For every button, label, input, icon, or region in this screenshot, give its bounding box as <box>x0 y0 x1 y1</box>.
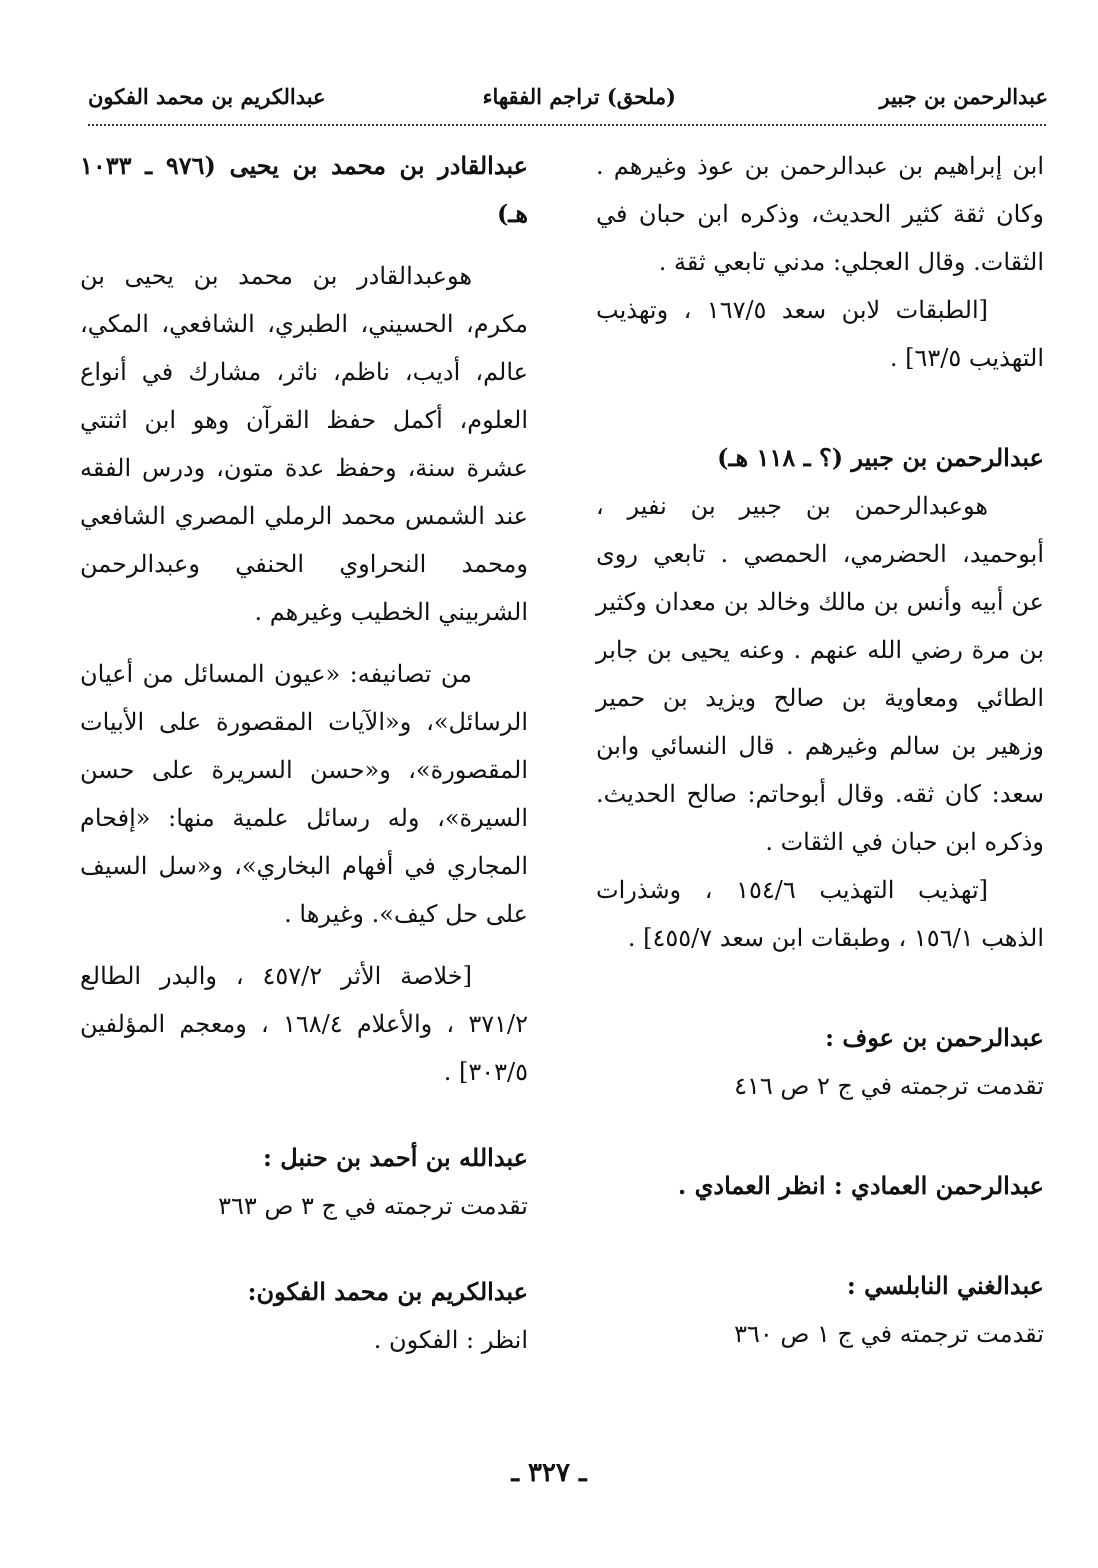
entry-title-awf: عبدالرحمن بن عوف : <box>825 1023 1044 1052</box>
entry-crossref-awf: تقدمت ترجمته في ج ٢ ص ٤١٦ <box>734 1072 1044 1100</box>
entry-title-fakkun: عبدالكريم بن محمد الفكون: <box>247 1277 528 1306</box>
entry-crossref-abdullah: تقدمت ترجمته في ج ٣ ص ٣٦٣ <box>218 1192 528 1220</box>
header-left-title: عبدالكريم بن محمد الفكون <box>88 84 326 109</box>
entry-crossref-imadi: عبدالرحمن العمادي : انظر العمادي . <box>677 1171 1044 1200</box>
entry-title-abdullah: عبدالله بن أحمد بن حنبل : <box>263 1143 528 1172</box>
page-number: ـ ٣٢٧ ـ <box>511 1458 587 1488</box>
entry-title-abdulqadir: عبدالقادر بن محمد بن يحيى (٩٧٦ ـ ١٠٣٣ هـ) <box>80 151 528 228</box>
entry-references-abdulqadir: [خلاصة الأثر ٤٥٧/٢ ، والبدر الطالع ٣٧١/٢ ، والأعلام ١٦٨/٤ ، ومعجم المؤلفين ٣٠٣/٥] . <box>80 962 529 1086</box>
entry-body-jubayr: هوعبدالرحمن بن جبير بن نفير ، أبوحميد، الحضرمي، الحمصي . تابعي روى عن أبيه وأنس بن مالك وخالد بن معدان وكثير بن مرة رضي الله عنهم . وعنه يحيى بن جابر الطائي ومعاوية بن صالح ويزيد بن حمير وزهير بن سالم وغيرهم . قال النسائي وابن سعد: كان ثقه. وقال أبوحاتم: صالح الحديث. وذكره ابن حبان في الثقات . <box>596 492 1044 856</box>
header-dotted-rule <box>88 124 1046 126</box>
entry-title-jubayr: عبدالرحمن بن جبير (؟ ـ ١١٨ هـ) <box>717 443 1044 472</box>
entry-continuation-references: [الطبقات لابن سعد ١٦٧/٥ ، وتهذيب التهذيب ٦٣/٥] . <box>596 296 1044 372</box>
running-header <box>80 78 1048 120</box>
entry-body-abdulqadir: هوعبدالقادر بن محمد بن يحيى بن مكرم، الحسيني، الطبري، الشافعي، المكي، عالم، أديب، ناظم، ناثر، مشارك في أنواع العلوم، أكمل حفظ القرآن وهو ابن اثنتي عشرة سنة، وحفظ عدة متون، ودرس الفقه عند الشمس محمد الرملي المصري الشافعي ومحمد النحراوي الحنفي وعبدالرحمن الشربيني الخطيب وغيرهم . <box>80 262 528 626</box>
left-column <box>80 142 528 1364</box>
entry-crossref-fakkun: انظر : الفكون . <box>373 1326 528 1354</box>
entry-crossref-nabulusi: تقدمت ترجمته في ج ١ ص ٣٦٠ <box>734 1320 1044 1348</box>
right-column <box>596 142 1044 1358</box>
entry-works-abdulqadir: من تصانيفه: «عيون المسائل من أعيان الرسائل»، و«الآيات المقصورة على الأبيات المقصورة»، و«حسن السريرة على حسن السيرة»، وله رسائل علمية منها: «إفحام المجاري في أفهام البخاري»، و«سل السيف على حل كيف». وغيرها . <box>80 660 528 928</box>
entry-references-jubayr: [تهذيب التهذيب ١٥٤/٦ ، وشذرات الذهب ١٥٦/١ ، وطبقات ابن سعد ٤٥٥/٧] . <box>596 876 1044 952</box>
header-right-title: عبدالرحمن بن جبير <box>879 84 1048 109</box>
header-center-title: (ملحق) تراجم الفقهاء <box>482 84 676 109</box>
entry-title-nabulusi: عبدالغني النابلسي : <box>846 1271 1044 1300</box>
entry-continuation-text: ابن إبراهيم بن عبدالرحمن بن عوذ وغيرهم . وكان ثقة كثير الحديث، وذكره ابن حبان في الثقات. وقال العجلي: مدني تابعي ثقة . <box>596 152 1044 276</box>
